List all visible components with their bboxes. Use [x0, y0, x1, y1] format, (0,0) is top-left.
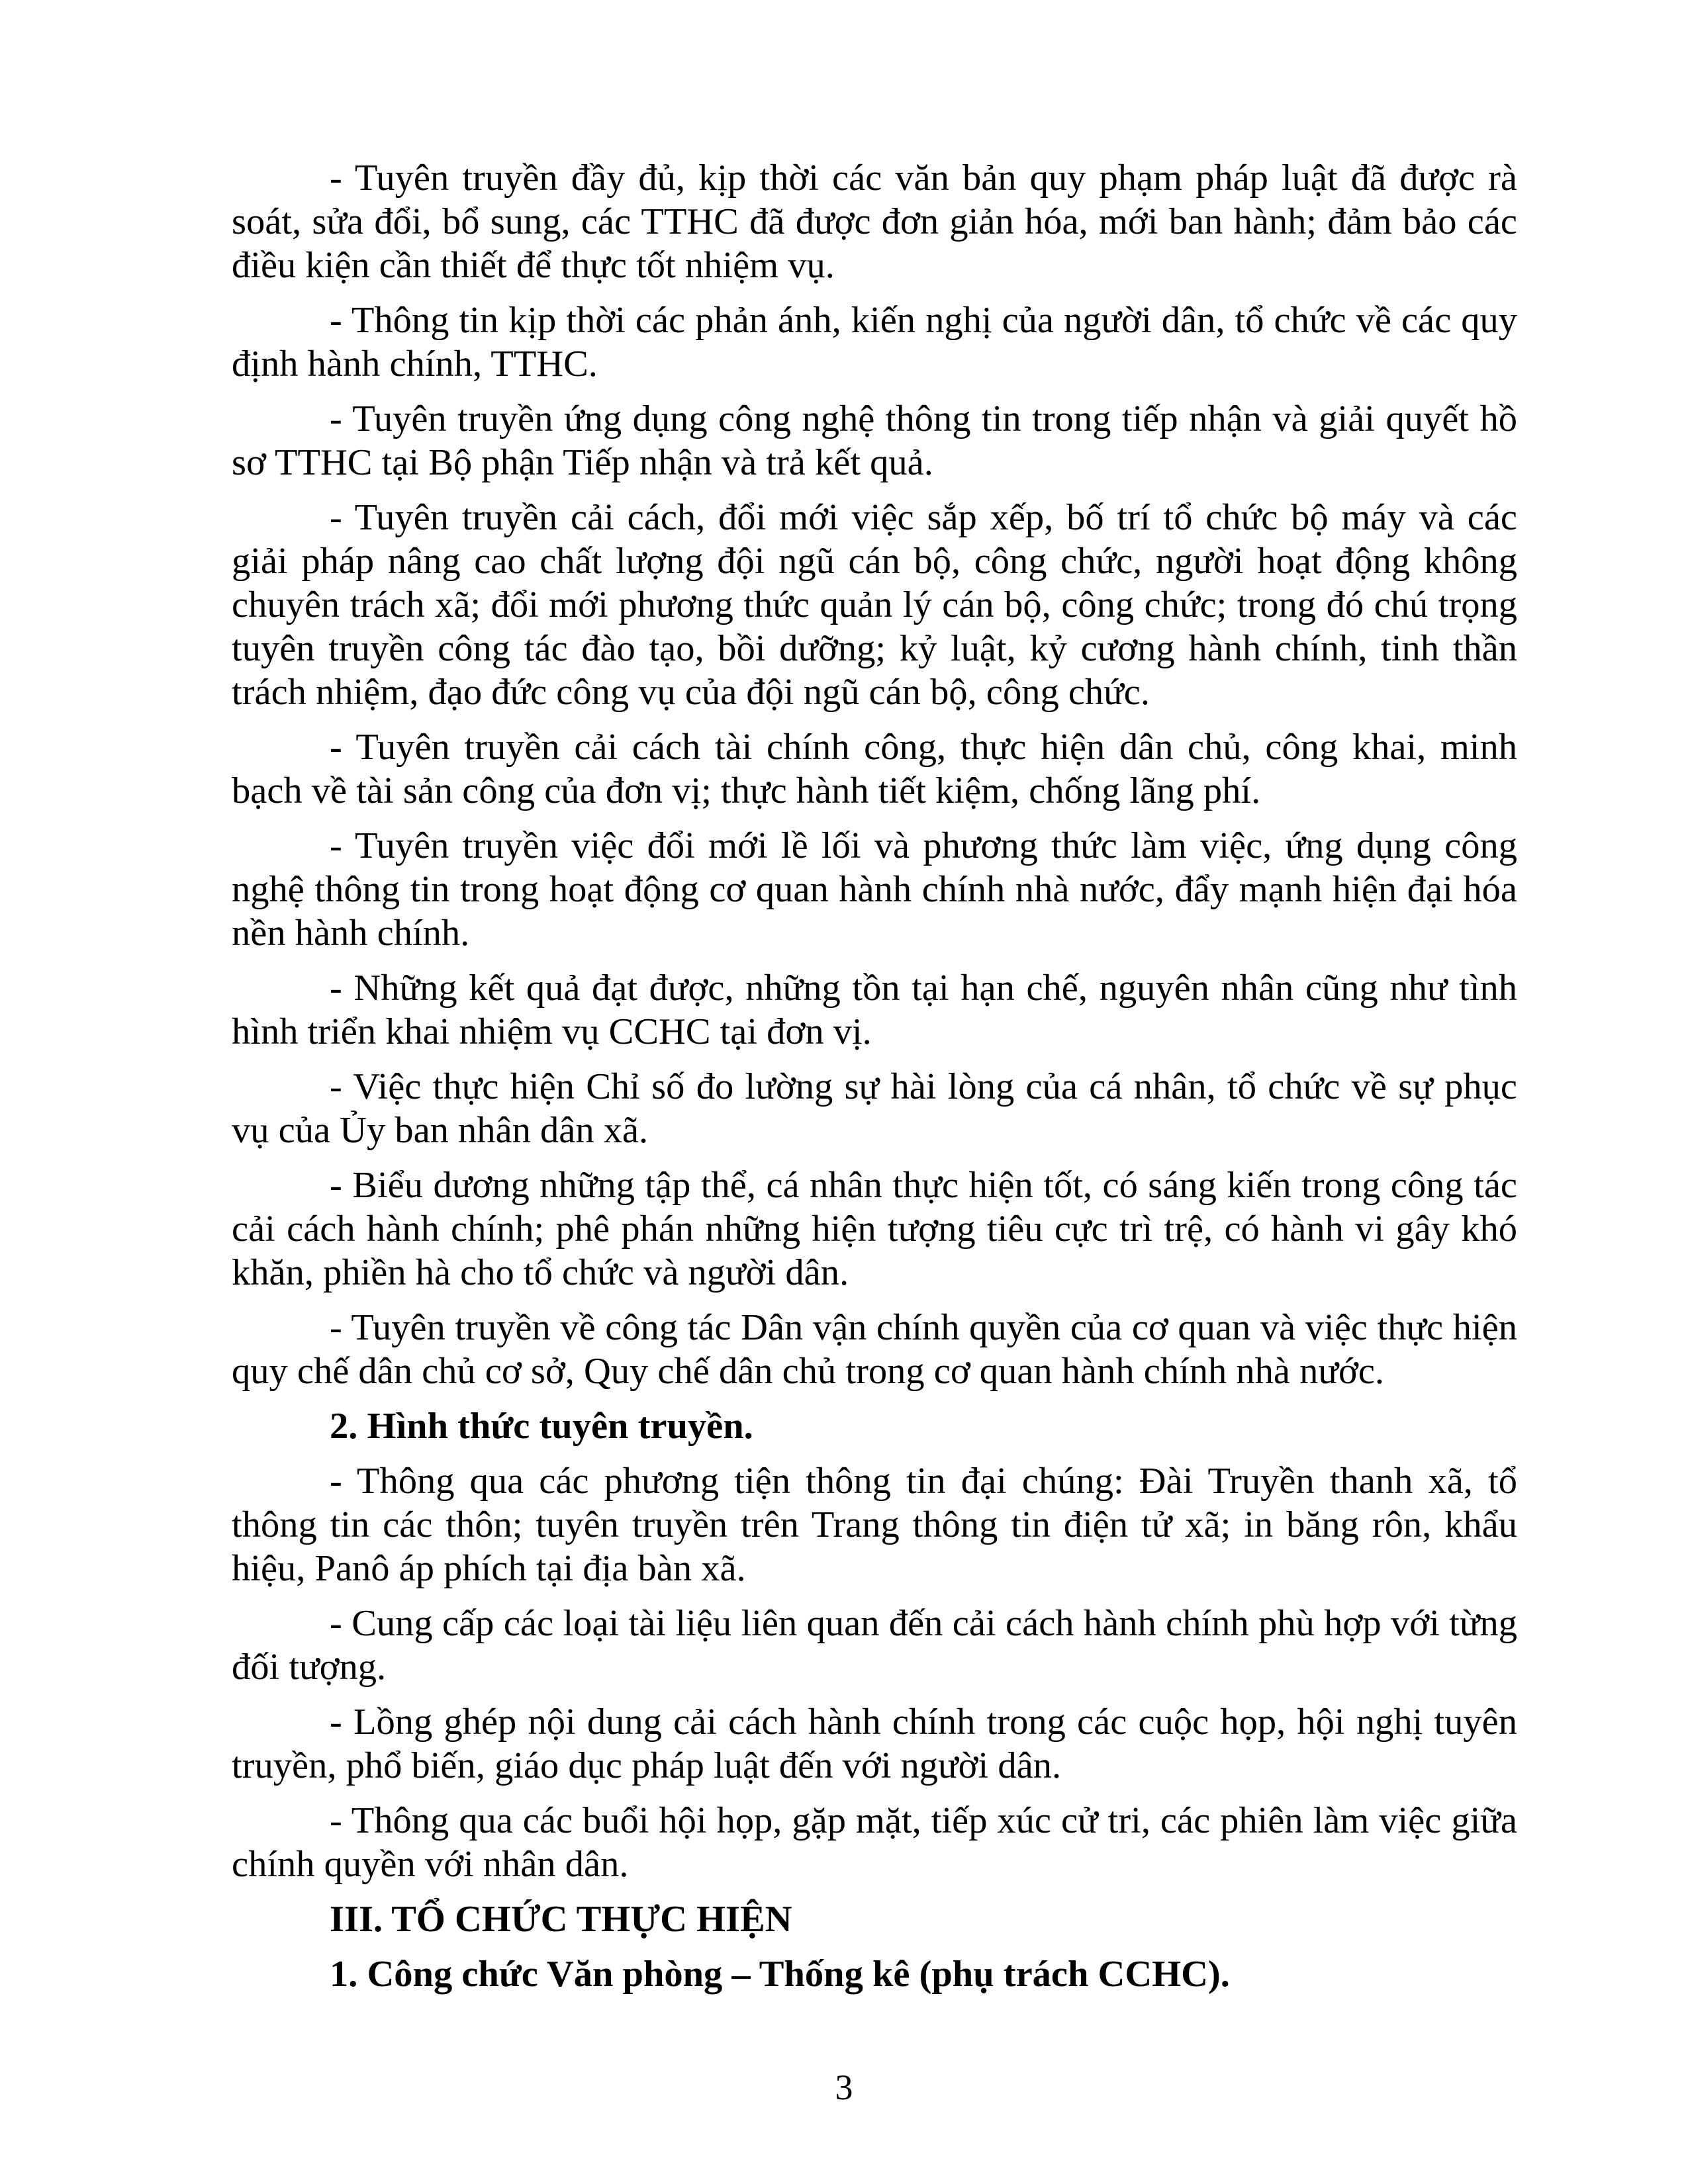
paragraph-mass-media: - Thông qua các phương tiện thông tin đại chúng: Đài Truyền thanh xã, tổ thông tin các thôn; tuyên truyền trên Trang thông tin điện tử xã; in băng rôn, khẩu hiệu, Panô áp phích tại địa bàn xã. — [232, 1461, 1517, 1589]
paragraph-results: - Những kết quả đạt được, những tồn tại hạn chế, nguyên nhân cũng như tình hình triển khai nhiệm vụ CCHC tại đơn vị. — [232, 968, 1517, 1052]
paragraph-documents-supply: - Cung cấp các loại tài liệu liên quan đến cải cách hành chính phù hợp với từng đối tượng. — [232, 1603, 1517, 1688]
paragraph-legal-documents: - Tuyên truyền đầy đủ, kịp thời các văn bản quy phạm pháp luật đã được rà soát, sửa đổi, bổ sung, các TTHC đã được đơn giản hóa, mới ban hành; đảm bảo các điều kiện cần thiết để thực tốt nhiệm vụ. — [232, 158, 1517, 286]
paragraph-feedback-info: - Thông tin kịp thời các phản ánh, kiến nghị của người dân, tổ chức về các quy định hành chính, TTHC. — [232, 300, 1517, 385]
paragraph-working-methods: - Tuyên truyền việc đổi mới lề lối và phương thức làm việc, ứng dụng công nghệ thông tin trong hoạt động cơ quan hành chính nhà nước, đẩy mạnh hiện đại hóa nền hành chính. — [232, 825, 1517, 954]
paragraph-commendation: - Biểu dương những tập thể, cá nhân thực hiện tốt, có sáng kiến trong công tác cải cách hành chính; phê phán những hiện tượng tiêu cực trì trệ, có hành vi gây khó khăn, phiền hà cho tổ chức và người dân. — [232, 1165, 1517, 1293]
paragraph-public-finance: - Tuyên truyền cải cách tài chính công, thực hiện dân chủ, công khai, minh bạch về tài sản công của đơn vị; thực hành tiết kiệm, chống lãng phí. — [232, 727, 1517, 811]
subsection-heading-office-official: 1. Công chức Văn phòng – Thống kê (phụ trách CCHC). — [330, 1954, 1230, 1995]
paragraph-mass-mobilization: - Tuyên truyền về công tác Dân vận chính quyền của cơ quan và việc thực hiện quy chế dân chủ cơ sở, Quy chế dân chủ trong cơ quan hành chính nhà nước. — [232, 1307, 1517, 1392]
paragraph-voter-contact: - Thông qua các buổi hội họp, gặp mặt, tiếp xúc cử tri, các phiên làm việc giữa chính quyền với nhân dân. — [232, 1800, 1517, 1885]
page-number: 3 — [835, 2068, 853, 2107]
document-body — [232, 156, 1517, 2007]
section-heading-forms: 2. Hình thức tuyên truyền. — [330, 1406, 753, 1447]
section-heading-implementation: III. TỔ CHỨC THỰC HIỆN — [330, 1899, 792, 1940]
paragraph-satisfaction-index: - Việc thực hiện Chỉ số đo lường sự hài lòng của cá nhân, tổ chức về sự phục vụ của Ủy ban nhân dân xã. — [232, 1066, 1517, 1151]
paragraph-meetings-integration: - Lồng ghép nội dung cải cách hành chính trong các cuộc họp, hội nghị tuyên truyền, phổ biến, giáo dục pháp luật đến với người dân. — [232, 1702, 1517, 1786]
paragraph-it-application: - Tuyên truyền ứng dụng công nghệ thông tin trong tiếp nhận và giải quyết hồ sơ TTHC tại Bộ phận Tiếp nhận và trả kết quả. — [232, 398, 1517, 483]
paragraph-organization-reform: - Tuyên truyền cải cách, đổi mới việc sắp xếp, bố trí tổ chức bộ máy và các giải pháp nâng cao chất lượng đội ngũ cán bộ, công chức, người hoạt động không chuyên trách xã; đổi mới phương thức quản lý cán bộ, công chức; trong đó chú trọng tuyên truyền công tác đào tạo, bồi dưỡng; kỷ luật, kỷ cương hành chính, tinh thần trách nhiệm, đạo đức công vụ của đội ngũ cán bộ, công chức. — [232, 497, 1517, 713]
